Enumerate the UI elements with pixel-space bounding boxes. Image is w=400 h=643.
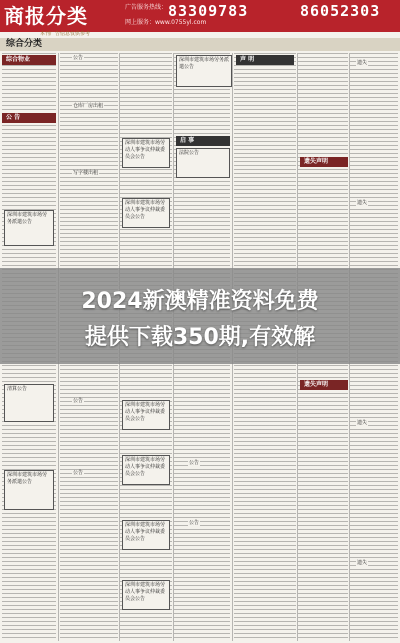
notice-box: 深圳市建筑市场劳务派遣公告 [4,210,54,246]
ad-label: 公告 [73,55,84,61]
ad-label: 公告 [73,470,84,476]
property-header: 综合物业 [2,55,56,65]
ad-label: 遗失 [357,200,368,206]
notice-2-header: 启 事 [176,136,230,146]
arbitration-notice: 深圳市建筑市场劳动人事争议仲裁委员会公告 [122,580,170,610]
hotline-label: 广告服务热线： [125,4,168,11]
lost-statement-header: 遗失声明 [300,157,348,167]
ad-label: 公告 [189,460,200,466]
ad-label: 写字楼出租 [73,170,99,176]
phone-number-1: 83309783 [168,2,249,20]
notice-box: 深圳市建筑市场劳务派遣公告 [176,55,232,87]
website-text: 网上服务：www.0755yl.com [125,19,207,26]
ad-label: 遗失 [357,60,368,66]
notice-box: 清算公告 [4,384,54,422]
arbitration-notice: 深圳市建筑市场劳动人事争议仲裁委员会公告 [122,400,170,430]
lost-statement-header: 遗失声明 [300,380,348,390]
notice-box: 法院公告 [176,148,230,178]
notice-box: 深圳市建筑市场劳务派遣公告 [4,470,54,510]
ad-label: 公告 [189,520,200,526]
masthead [0,0,400,32]
ad-label: 公告 [73,398,84,404]
phone-number-2: 86052303 [300,2,381,20]
ad-label: 仓库厂房出租 [73,103,104,109]
notice-header: 公 告 [2,113,56,123]
section-bar [0,38,400,51]
ad-label: 遗失 [357,420,368,426]
headline-overlay [0,268,400,364]
headline-line-2: 提供下载350期,有效解 [84,325,316,350]
ad-label: 遗失 [357,560,368,566]
headline-line-1: 2024新澳精准资料免费 [81,289,319,314]
section-title: 综合分类 [6,39,43,49]
slogan: 本刊广告信息仅供参考 [40,31,91,37]
brand-title: 商报分类 [4,4,88,28]
arbitration-notice: 深圳市建筑市场劳动人事争议仲裁委员会公告 [122,198,170,228]
statement-header: 声 明 [236,55,294,65]
arbitration-notice: 深圳市建筑市场劳动人事争议仲裁委员会公告 [122,520,170,550]
arbitration-notice: 深圳市建筑市场劳动人事争议仲裁委员会公告 [122,455,170,485]
arbitration-notice: 深圳市建筑市场劳动人事争议仲裁委员会公告 [122,138,170,168]
